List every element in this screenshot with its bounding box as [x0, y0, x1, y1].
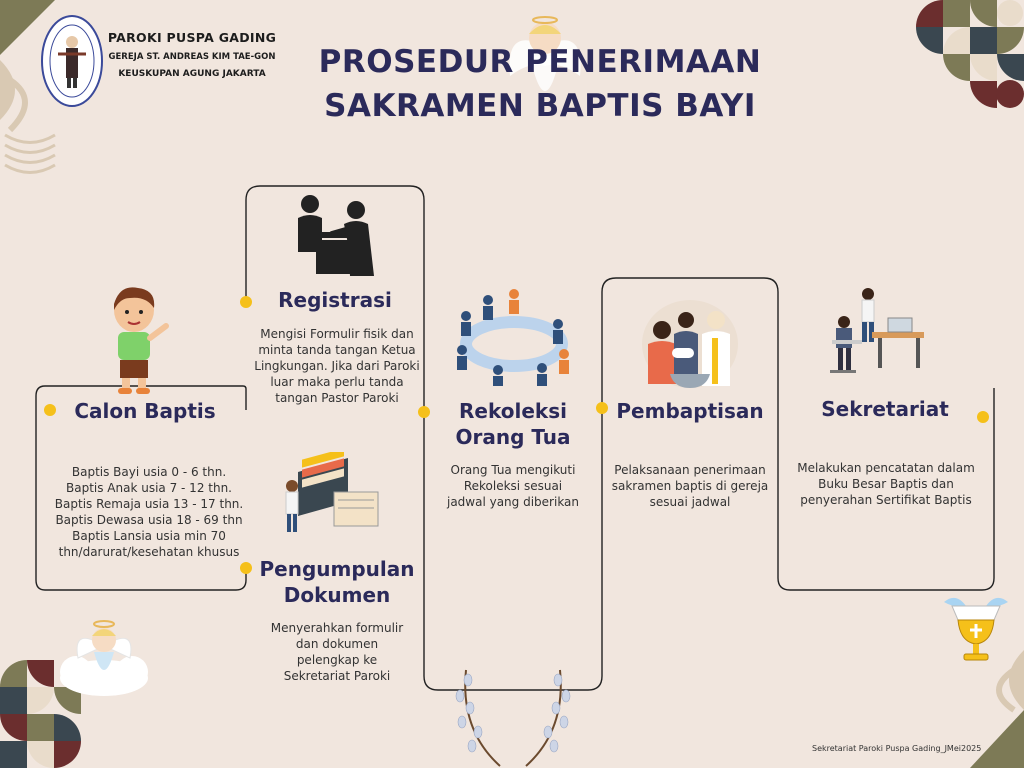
registrasi-line: tangan Pastor Paroki [275, 391, 399, 405]
step-registrasi-title: Registrasi [278, 288, 392, 312]
registrasi-line: Mengisi Formulir fisik dan [260, 327, 414, 341]
pembaptisan-line: Pelaksanaan penerimaan [614, 463, 766, 477]
pengumpulan-line: Menyerahkan formulir [270, 621, 404, 635]
page-title-line2: SAKRAMEN BAPTIS BAYI [324, 88, 756, 124]
sekretariat-line: penyerahan Sertifikat Baptis [800, 493, 972, 507]
child-illustration [100, 282, 176, 396]
step-pengumpulan-desc [252, 620, 422, 684]
registrasi-line: minta tanda tangan Ketua [258, 343, 416, 357]
sekretariat-line: Buku Besar Baptis dan [818, 477, 954, 491]
calon-line: Baptis Anak usia 7 - 12 thn. [65, 481, 232, 495]
pengumpulan-line: pelengkap ke [296, 653, 378, 667]
step-calon-baptis-title: Calon Baptis [74, 399, 216, 423]
page-title-line1: PROSEDUR PENERIMAAN [318, 44, 762, 80]
calon-line: Baptis Remaja usia 13 - 17 thn. [54, 497, 244, 511]
calon-line: Baptis Lansia usia min 70 [72, 529, 226, 543]
baptism-illustration [640, 294, 740, 390]
flow-dot-calon [44, 404, 56, 416]
step-pembaptisan-title: Pembaptisan [616, 399, 764, 423]
flow-dot-pengumpulan [240, 562, 252, 574]
pengumpulan-line: dan dokumen [295, 637, 379, 651]
step-sekretariat-desc [784, 460, 988, 508]
church-name: GEREJA ST. ANDREAS KIM TAE-GON [108, 52, 276, 62]
pengumpulan-line: Sekretariat Paroki [283, 669, 391, 683]
step-registrasi-desc [252, 326, 422, 406]
registrasi-line: luar maka perlu tanda [270, 375, 404, 389]
registration-icon [294, 194, 378, 276]
step-calon-baptis-desc [40, 464, 258, 560]
step-pembaptisan-desc [606, 462, 774, 510]
step-rekoleksi-title [430, 398, 596, 450]
pengumpulan-title-line2: Dokumen [283, 583, 391, 607]
flow-dot-sekretariat [977, 411, 989, 423]
calon-line: thn/darurat/kesehatan khusus [58, 545, 240, 559]
rekoleksi-line: Orang Tua mengikuti [450, 463, 576, 477]
office-workers-illustration [826, 284, 926, 384]
pussy-willow-branches [440, 660, 586, 768]
pengumpulan-title-line1: Pengumpulan [259, 557, 415, 581]
chalice-with-doves-icon [938, 592, 1014, 664]
flow-dot-pembaptisan [596, 402, 608, 414]
flow-dot-registrasi [240, 296, 252, 308]
document-files-illustration [278, 452, 386, 534]
footer-credit: Sekretariat Paroki Puspa Gading_JMei2025 [812, 744, 982, 753]
rekoleksi-line: jadwal yang diberikan [446, 495, 580, 509]
angel-on-cloud-illustration [56, 612, 152, 698]
rekoleksi-title-line2: Orang Tua [455, 425, 571, 449]
diocese-name: KEUSKUPAN AGUNG JAKARTA [118, 69, 266, 79]
sekretariat-line: Melakukan pencatatan dalam [797, 461, 975, 475]
calon-line: Baptis Dewasa usia 18 - 69 thn [55, 513, 243, 527]
rekoleksi-title-line1: Rekoleksi [459, 399, 567, 423]
step-sekretariat-title: Sekretariat [821, 397, 949, 421]
meeting-table-illustration [448, 284, 576, 388]
step-pengumpulan-title [252, 556, 422, 608]
step-rekoleksi-desc [430, 462, 596, 510]
registrasi-line: Lingkungan. Jika dari Paroki [254, 359, 420, 373]
parish-name: PAROKI PUSPA GADING [107, 30, 277, 45]
rekoleksi-line: Rekoleksi sesuai [463, 479, 563, 493]
pembaptisan-line: sakramen baptis di gereja [611, 479, 769, 493]
flow-dot-rekoleksi [418, 406, 430, 418]
pembaptisan-line: sesuai jadwal [649, 495, 731, 509]
calon-line: Baptis Bayi usia 0 - 6 thn. [71, 465, 227, 479]
